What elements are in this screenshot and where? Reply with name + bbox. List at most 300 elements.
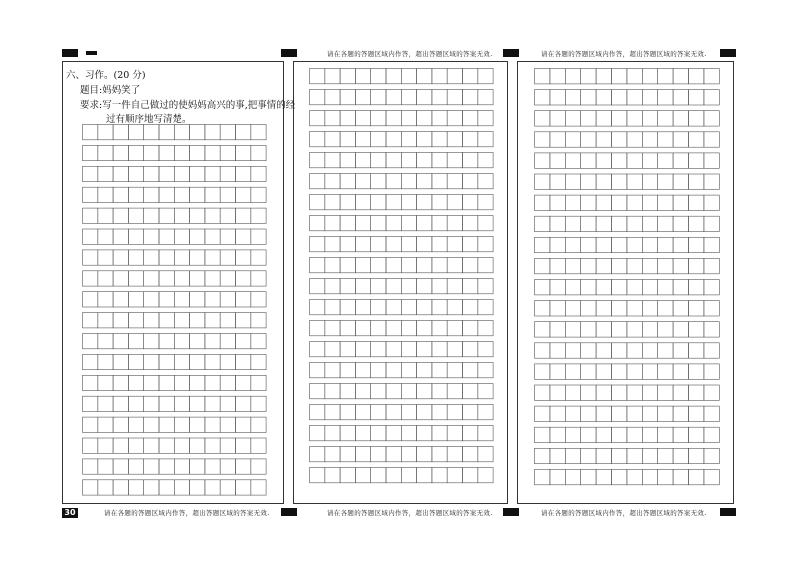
grid-cell[interactable] xyxy=(205,417,220,432)
grid-cell[interactable] xyxy=(612,406,627,421)
grid-cell[interactable] xyxy=(190,250,205,265)
grid-cell[interactable] xyxy=(447,69,462,84)
grid-cell[interactable] xyxy=(144,459,159,474)
grid-cell[interactable] xyxy=(550,406,565,421)
grid-cell[interactable] xyxy=(550,364,565,379)
grid-cell[interactable] xyxy=(535,153,550,168)
grid-cell[interactable] xyxy=(355,426,370,441)
grid-cell[interactable] xyxy=(463,342,478,357)
grid-cell[interactable] xyxy=(128,208,143,223)
grid-cell[interactable] xyxy=(174,375,189,390)
grid-cell[interactable] xyxy=(642,90,657,105)
grid-cell[interactable] xyxy=(689,90,704,105)
grid-cell[interactable] xyxy=(371,258,386,273)
grid-cell[interactable] xyxy=(658,448,673,463)
grid-cell[interactable] xyxy=(689,406,704,421)
grid-cell[interactable] xyxy=(371,405,386,420)
grid-cell[interactable] xyxy=(658,280,673,295)
grid-cell[interactable] xyxy=(355,447,370,462)
grid-cell[interactable] xyxy=(673,385,688,400)
grid-cell[interactable] xyxy=(417,174,432,189)
grid-cell[interactable] xyxy=(371,468,386,483)
grid-cell[interactable] xyxy=(612,153,627,168)
grid-cell[interactable] xyxy=(478,447,493,462)
grid-cell[interactable] xyxy=(596,343,611,358)
grid-cell[interactable] xyxy=(174,292,189,307)
grid-cell[interactable] xyxy=(581,153,596,168)
grid-cell[interactable] xyxy=(673,153,688,168)
grid-cell[interactable] xyxy=(386,363,401,378)
grid-cell[interactable] xyxy=(355,468,370,483)
grid-cell[interactable] xyxy=(371,90,386,105)
grid-cell[interactable] xyxy=(190,271,205,286)
grid-cell[interactable] xyxy=(642,322,657,337)
grid-cell[interactable] xyxy=(550,301,565,316)
grid-cell[interactable] xyxy=(550,385,565,400)
grid-cell[interactable] xyxy=(447,363,462,378)
grid-cell[interactable] xyxy=(612,258,627,273)
grid-cell[interactable] xyxy=(535,448,550,463)
grid-cell[interactable] xyxy=(401,174,416,189)
grid-cell[interactable] xyxy=(581,111,596,126)
grid-cell[interactable] xyxy=(83,313,98,328)
grid-cell[interactable] xyxy=(205,459,220,474)
grid-cell[interactable] xyxy=(535,322,550,337)
grid-cell[interactable] xyxy=(478,300,493,315)
grid-cell[interactable] xyxy=(596,406,611,421)
grid-cell[interactable] xyxy=(98,250,113,265)
grid-cell[interactable] xyxy=(463,111,478,126)
grid-cell[interactable] xyxy=(310,426,325,441)
grid-cell[interactable] xyxy=(98,396,113,411)
grid-cell[interactable] xyxy=(550,237,565,252)
grid-cell[interactable] xyxy=(401,216,416,231)
grid-cell[interactable] xyxy=(550,322,565,337)
grid-cell[interactable] xyxy=(565,280,580,295)
grid-cell[interactable] xyxy=(159,313,174,328)
grid-cell[interactable] xyxy=(581,69,596,84)
grid-cell[interactable] xyxy=(673,427,688,442)
grid-cell[interactable] xyxy=(612,427,627,442)
grid-cell[interactable] xyxy=(98,125,113,140)
grid-cell[interactable] xyxy=(447,468,462,483)
grid-cell[interactable] xyxy=(596,448,611,463)
grid-cell[interactable] xyxy=(704,111,719,126)
grid-cell[interactable] xyxy=(205,354,220,369)
grid-cell[interactable] xyxy=(627,364,642,379)
grid-cell[interactable] xyxy=(251,145,266,160)
grid-cell[interactable] xyxy=(565,258,580,273)
grid-cell[interactable] xyxy=(310,384,325,399)
grid-cell[interactable] xyxy=(463,69,478,84)
grid-cell[interactable] xyxy=(98,313,113,328)
grid-cell[interactable] xyxy=(325,258,340,273)
grid-cell[interactable] xyxy=(220,145,235,160)
grid-cell[interactable] xyxy=(417,216,432,231)
grid-cell[interactable] xyxy=(478,237,493,252)
grid-cell[interactable] xyxy=(144,334,159,349)
grid-cell[interactable] xyxy=(144,292,159,307)
grid-cell[interactable] xyxy=(310,216,325,231)
grid-cell[interactable] xyxy=(355,195,370,210)
grid-cell[interactable] xyxy=(463,384,478,399)
grid-cell[interactable] xyxy=(83,438,98,453)
grid-cell[interactable] xyxy=(565,322,580,337)
grid-cell[interactable] xyxy=(535,258,550,273)
grid-cell[interactable] xyxy=(417,384,432,399)
grid-cell[interactable] xyxy=(371,132,386,147)
grid-cell[interactable] xyxy=(205,125,220,140)
grid-cell[interactable] xyxy=(463,405,478,420)
grid-cell[interactable] xyxy=(658,237,673,252)
grid-cell[interactable] xyxy=(355,237,370,252)
grid-cell[interactable] xyxy=(371,111,386,126)
grid-cell[interactable] xyxy=(205,292,220,307)
grid-cell[interactable] xyxy=(565,343,580,358)
grid-cell[interactable] xyxy=(159,229,174,244)
grid-cell[interactable] xyxy=(581,216,596,231)
grid-cell[interactable] xyxy=(689,301,704,316)
grid-cell[interactable] xyxy=(386,90,401,105)
grid-cell[interactable] xyxy=(642,153,657,168)
grid-cell[interactable] xyxy=(704,280,719,295)
grid-cell[interactable] xyxy=(447,111,462,126)
grid-cell[interactable] xyxy=(401,468,416,483)
grid-cell[interactable] xyxy=(236,292,251,307)
grid-cell[interactable] xyxy=(159,145,174,160)
grid-cell[interactable] xyxy=(236,438,251,453)
grid-cell[interactable] xyxy=(704,69,719,84)
grid-cell[interactable] xyxy=(236,334,251,349)
grid-cell[interactable] xyxy=(98,229,113,244)
grid-cell[interactable] xyxy=(432,216,447,231)
grid-cell[interactable] xyxy=(174,417,189,432)
grid-cell[interactable] xyxy=(190,375,205,390)
grid-cell[interactable] xyxy=(463,216,478,231)
grid-cell[interactable] xyxy=(144,271,159,286)
grid-cell[interactable] xyxy=(642,448,657,463)
grid-cell[interactable] xyxy=(220,438,235,453)
grid-cell[interactable] xyxy=(355,90,370,105)
grid-cell[interactable] xyxy=(340,216,355,231)
grid-cell[interactable] xyxy=(612,469,627,484)
grid-cell[interactable] xyxy=(704,132,719,147)
grid-cell[interactable] xyxy=(310,405,325,420)
grid-cell[interactable] xyxy=(550,469,565,484)
grid-cell[interactable] xyxy=(401,447,416,462)
grid-cell[interactable] xyxy=(673,343,688,358)
grid-cell[interactable] xyxy=(174,229,189,244)
grid-cell[interactable] xyxy=(98,459,113,474)
grid-cell[interactable] xyxy=(236,187,251,202)
grid-cell[interactable] xyxy=(596,280,611,295)
grid-cell[interactable] xyxy=(689,343,704,358)
grid-cell[interactable] xyxy=(83,125,98,140)
grid-cell[interactable] xyxy=(236,166,251,181)
grid-cell[interactable] xyxy=(236,145,251,160)
grid-cell[interactable] xyxy=(144,250,159,265)
grid-cell[interactable] xyxy=(220,480,235,495)
grid-cell[interactable] xyxy=(627,427,642,442)
grid-cell[interactable] xyxy=(596,258,611,273)
grid-cell[interactable] xyxy=(310,321,325,336)
grid-cell[interactable] xyxy=(144,417,159,432)
grid-cell[interactable] xyxy=(432,111,447,126)
grid-cell[interactable] xyxy=(310,153,325,168)
grid-cell[interactable] xyxy=(612,301,627,316)
grid-cell[interactable] xyxy=(113,187,128,202)
grid-cell[interactable] xyxy=(386,405,401,420)
grid-cell[interactable] xyxy=(673,132,688,147)
grid-cell[interactable] xyxy=(83,271,98,286)
grid-cell[interactable] xyxy=(220,396,235,411)
grid-cell[interactable] xyxy=(220,208,235,223)
grid-cell[interactable] xyxy=(128,334,143,349)
grid-cell[interactable] xyxy=(159,166,174,181)
grid-cell[interactable] xyxy=(159,208,174,223)
grid-cell[interactable] xyxy=(310,300,325,315)
grid-cell[interactable] xyxy=(658,469,673,484)
grid-cell[interactable] xyxy=(98,480,113,495)
grid-cell[interactable] xyxy=(190,145,205,160)
grid-cell[interactable] xyxy=(251,375,266,390)
grid-cell[interactable] xyxy=(642,216,657,231)
grid-cell[interactable] xyxy=(673,195,688,210)
grid-cell[interactable] xyxy=(205,145,220,160)
grid-cell[interactable] xyxy=(642,174,657,189)
grid-cell[interactable] xyxy=(642,343,657,358)
grid-cell[interactable] xyxy=(310,174,325,189)
grid-cell[interactable] xyxy=(205,480,220,495)
grid-cell[interactable] xyxy=(83,229,98,244)
grid-cell[interactable] xyxy=(627,153,642,168)
grid-cell[interactable] xyxy=(310,195,325,210)
grid-cell[interactable] xyxy=(174,354,189,369)
grid-cell[interactable] xyxy=(128,375,143,390)
grid-cell[interactable] xyxy=(251,292,266,307)
grid-cell[interactable] xyxy=(340,174,355,189)
grid-cell[interactable] xyxy=(432,447,447,462)
grid-cell[interactable] xyxy=(581,174,596,189)
grid-cell[interactable] xyxy=(401,237,416,252)
grid-cell[interactable] xyxy=(386,468,401,483)
grid-cell[interactable] xyxy=(673,258,688,273)
grid-cell[interactable] xyxy=(581,237,596,252)
grid-cell[interactable] xyxy=(689,258,704,273)
grid-cell[interactable] xyxy=(581,469,596,484)
grid-cell[interactable] xyxy=(612,237,627,252)
grid-cell[interactable] xyxy=(673,301,688,316)
writing-grid-middle[interactable] xyxy=(309,68,495,490)
grid-cell[interactable] xyxy=(463,258,478,273)
grid-cell[interactable] xyxy=(417,237,432,252)
grid-cell[interactable] xyxy=(658,174,673,189)
grid-cell[interactable] xyxy=(251,187,266,202)
grid-cell[interactable] xyxy=(144,396,159,411)
grid-cell[interactable] xyxy=(325,384,340,399)
grid-cell[interactable] xyxy=(220,250,235,265)
grid-cell[interactable] xyxy=(386,384,401,399)
grid-cell[interactable] xyxy=(627,469,642,484)
grid-cell[interactable] xyxy=(478,216,493,231)
grid-cell[interactable] xyxy=(432,90,447,105)
grid-cell[interactable] xyxy=(98,375,113,390)
grid-cell[interactable] xyxy=(190,354,205,369)
grid-cell[interactable] xyxy=(98,334,113,349)
grid-cell[interactable] xyxy=(325,69,340,84)
grid-cell[interactable] xyxy=(220,354,235,369)
grid-cell[interactable] xyxy=(642,364,657,379)
grid-cell[interactable] xyxy=(432,174,447,189)
grid-cell[interactable] xyxy=(159,271,174,286)
grid-cell[interactable] xyxy=(565,301,580,316)
grid-cell[interactable] xyxy=(325,216,340,231)
grid-cell[interactable] xyxy=(371,279,386,294)
grid-cell[interactable] xyxy=(581,90,596,105)
grid-cell[interactable] xyxy=(596,237,611,252)
grid-cell[interactable] xyxy=(535,174,550,189)
grid-cell[interactable] xyxy=(401,300,416,315)
grid-cell[interactable] xyxy=(432,258,447,273)
grid-cell[interactable] xyxy=(128,187,143,202)
grid-cell[interactable] xyxy=(174,438,189,453)
grid-cell[interactable] xyxy=(205,208,220,223)
grid-cell[interactable] xyxy=(447,153,462,168)
grid-cell[interactable] xyxy=(704,258,719,273)
grid-cell[interactable] xyxy=(159,250,174,265)
grid-cell[interactable] xyxy=(627,195,642,210)
grid-cell[interactable] xyxy=(371,237,386,252)
grid-cell[interactable] xyxy=(565,448,580,463)
grid-cell[interactable] xyxy=(704,195,719,210)
grid-cell[interactable] xyxy=(128,480,143,495)
grid-cell[interactable] xyxy=(612,280,627,295)
grid-cell[interactable] xyxy=(689,69,704,84)
grid-cell[interactable] xyxy=(251,250,266,265)
grid-cell[interactable] xyxy=(236,208,251,223)
grid-cell[interactable] xyxy=(689,364,704,379)
grid-cell[interactable] xyxy=(144,187,159,202)
grid-cell[interactable] xyxy=(371,363,386,378)
grid-cell[interactable] xyxy=(658,69,673,84)
grid-cell[interactable] xyxy=(581,343,596,358)
grid-cell[interactable] xyxy=(128,292,143,307)
grid-cell[interactable] xyxy=(236,250,251,265)
grid-cell[interactable] xyxy=(417,279,432,294)
grid-cell[interactable] xyxy=(581,322,596,337)
grid-cell[interactable] xyxy=(190,125,205,140)
grid-cell[interactable] xyxy=(535,343,550,358)
grid-cell[interactable] xyxy=(627,111,642,126)
grid-cell[interactable] xyxy=(159,438,174,453)
grid-cell[interactable] xyxy=(535,469,550,484)
grid-cell[interactable] xyxy=(159,417,174,432)
grid-cell[interactable] xyxy=(417,405,432,420)
grid-cell[interactable] xyxy=(565,216,580,231)
grid-cell[interactable] xyxy=(689,427,704,442)
grid-cell[interactable] xyxy=(340,447,355,462)
grid-cell[interactable] xyxy=(340,195,355,210)
grid-cell[interactable] xyxy=(220,229,235,244)
grid-cell[interactable] xyxy=(581,195,596,210)
grid-cell[interactable] xyxy=(478,132,493,147)
grid-cell[interactable] xyxy=(627,216,642,231)
grid-cell[interactable] xyxy=(550,195,565,210)
grid-cell[interactable] xyxy=(98,354,113,369)
grid-cell[interactable] xyxy=(658,153,673,168)
grid-cell[interactable] xyxy=(432,300,447,315)
grid-cell[interactable] xyxy=(704,322,719,337)
grid-cell[interactable] xyxy=(310,279,325,294)
grid-cell[interactable] xyxy=(401,132,416,147)
grid-cell[interactable] xyxy=(159,292,174,307)
grid-cell[interactable] xyxy=(355,69,370,84)
grid-cell[interactable] xyxy=(689,469,704,484)
grid-cell[interactable] xyxy=(325,447,340,462)
grid-cell[interactable] xyxy=(596,385,611,400)
grid-cell[interactable] xyxy=(627,301,642,316)
grid-cell[interactable] xyxy=(642,111,657,126)
grid-cell[interactable] xyxy=(642,258,657,273)
grid-cell[interactable] xyxy=(355,279,370,294)
grid-cell[interactable] xyxy=(205,271,220,286)
grid-cell[interactable] xyxy=(340,258,355,273)
grid-cell[interactable] xyxy=(627,322,642,337)
grid-cell[interactable] xyxy=(144,166,159,181)
grid-cell[interactable] xyxy=(325,405,340,420)
grid-cell[interactable] xyxy=(417,153,432,168)
grid-cell[interactable] xyxy=(310,468,325,483)
grid-cell[interactable] xyxy=(535,301,550,316)
grid-cell[interactable] xyxy=(83,250,98,265)
grid-cell[interactable] xyxy=(236,271,251,286)
grid-cell[interactable] xyxy=(447,216,462,231)
grid-cell[interactable] xyxy=(401,195,416,210)
grid-cell[interactable] xyxy=(386,174,401,189)
grid-cell[interactable] xyxy=(612,448,627,463)
grid-cell[interactable] xyxy=(386,153,401,168)
grid-cell[interactable] xyxy=(535,90,550,105)
grid-cell[interactable] xyxy=(565,153,580,168)
grid-cell[interactable] xyxy=(159,480,174,495)
grid-cell[interactable] xyxy=(236,229,251,244)
grid-cell[interactable] xyxy=(401,342,416,357)
grid-cell[interactable] xyxy=(83,354,98,369)
grid-cell[interactable] xyxy=(612,195,627,210)
grid-cell[interactable] xyxy=(113,480,128,495)
grid-cell[interactable] xyxy=(550,153,565,168)
grid-cell[interactable] xyxy=(565,385,580,400)
grid-cell[interactable] xyxy=(658,258,673,273)
grid-cell[interactable] xyxy=(386,195,401,210)
grid-cell[interactable] xyxy=(325,174,340,189)
grid-cell[interactable] xyxy=(251,438,266,453)
grid-cell[interactable] xyxy=(340,405,355,420)
grid-cell[interactable] xyxy=(220,375,235,390)
grid-cell[interactable] xyxy=(658,301,673,316)
grid-cell[interactable] xyxy=(371,384,386,399)
grid-cell[interactable] xyxy=(627,174,642,189)
grid-cell[interactable] xyxy=(535,364,550,379)
grid-cell[interactable] xyxy=(144,438,159,453)
grid-cell[interactable] xyxy=(673,322,688,337)
grid-cell[interactable] xyxy=(98,166,113,181)
grid-cell[interactable] xyxy=(447,195,462,210)
grid-cell[interactable] xyxy=(658,406,673,421)
grid-cell[interactable] xyxy=(704,469,719,484)
grid-cell[interactable] xyxy=(565,69,580,84)
grid-cell[interactable] xyxy=(463,426,478,441)
